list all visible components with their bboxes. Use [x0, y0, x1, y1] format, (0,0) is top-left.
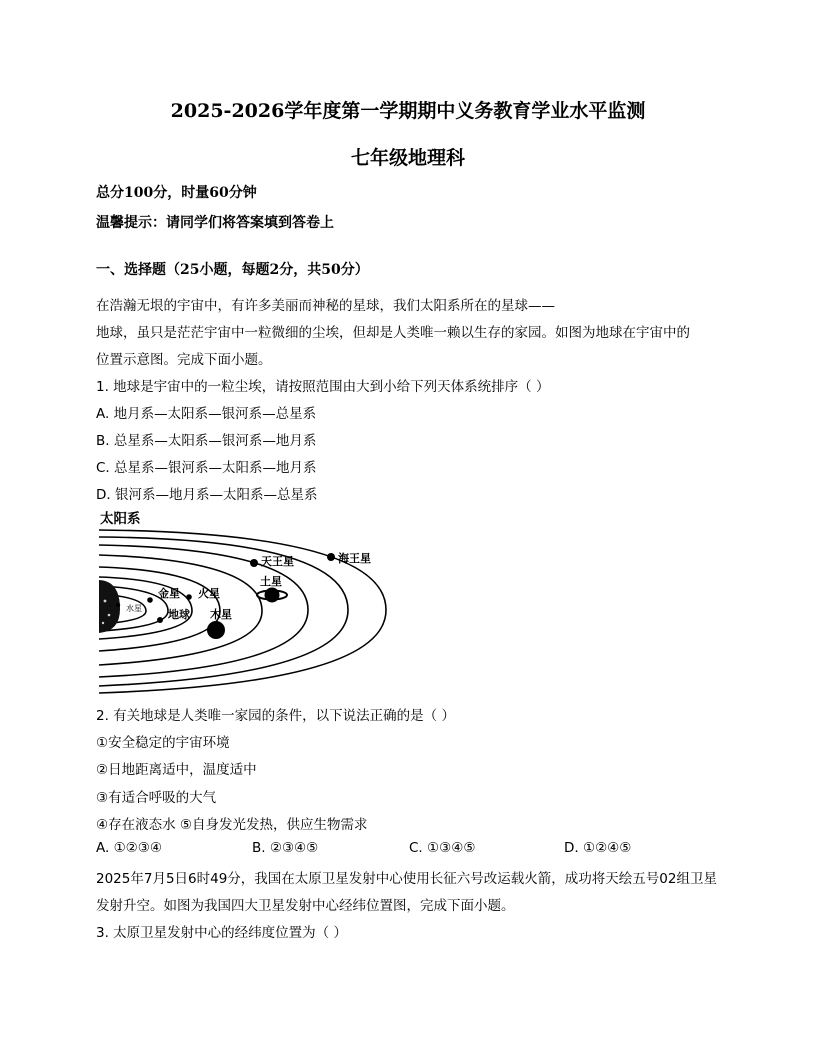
label-venus: 金星	[158, 587, 180, 600]
question-2-item-2: ②日地距离适中，温度适中	[96, 762, 257, 778]
passage-1-line-3: 位置示意图。完成下面小题。	[96, 352, 272, 368]
label-saturn: 土星	[260, 575, 282, 588]
exam-title: 2025-2026学年度第一学期期中义务教育学业水平监测	[170, 100, 646, 122]
passage-1-line-2: 地球，虽只是茫茫宇宙中一粒微细的尘埃，但却是人类唯一赖以生存的家园。如图为地球在宇宙中的	[96, 325, 690, 341]
label-neptune: 海王星	[338, 552, 371, 565]
passage-1-line-1: 在浩瀚无垠的宇宙中，有许多美丽而神秘的星球，我们太阳系所在的星球——	[96, 298, 555, 314]
passage-2-line-1: 2025年7月5日6时49分，我国在太原卫星发射中心使用长征六号改运载火箭，成功将天绘五号02组卫星	[96, 871, 717, 887]
label-mars: 火星	[198, 587, 220, 600]
question-3-stem: 3. 太原卫星发射中心的经纬度位置为（ ）	[96, 925, 347, 941]
question-2-option-d: D. ①②④⑤	[564, 840, 632, 856]
exam-subtitle: 七年级地理科	[350, 147, 465, 169]
saturn-shape	[257, 588, 287, 603]
solar-system-figure	[96, 505, 396, 697]
jupiter-dot	[207, 621, 225, 639]
question-1-option-a: A. 地月系—太阳系—银河系—总星系	[96, 406, 317, 422]
question-2-option-b: B. ②③④⑤	[252, 840, 319, 856]
question-2-item-3: ③有适合呼吸的大气	[96, 790, 217, 806]
question-2-option-c: C. ①③④⑤	[409, 840, 476, 856]
label-earth: 地球	[168, 608, 190, 621]
mars-dot	[186, 594, 192, 600]
tip-text: 温馨提示：请同学们将答案填到答卷上	[96, 215, 334, 231]
question-2-item-4: ④存在液态水 ⑤自身发光发热，供应生物需求	[96, 817, 368, 833]
venus-dot	[147, 597, 153, 603]
question-1-option-c: C. 总星系—银河系—太阳系—地月系	[96, 460, 317, 476]
question-2-item-1: ①安全稳定的宇宙环境	[96, 735, 230, 751]
mercury-dot	[116, 603, 120, 607]
figure-title: 太阳系	[100, 511, 141, 527]
score-time: 总分100分，时量60分钟	[96, 185, 257, 201]
label-uranus: 天王星	[261, 555, 294, 568]
question-1-option-d: D. 银河系—地月系—太阳系—总星系	[96, 487, 318, 503]
earth-dot	[157, 617, 163, 623]
passage-2-line-2: 发射升空。如图为我国四大卫星发射中心经纬位置图，完成下面小题。	[96, 898, 515, 914]
question-1-stem: 1. 地球是宇宙中的一粒尘埃，请按照范围由大到小给下列天体系统排序（ ）	[96, 379, 550, 395]
question-1-option-b: B. 总星系—太阳系—银河系—地月系	[96, 433, 317, 449]
label-jupiter: 木星	[210, 608, 232, 621]
question-2-stem: 2. 有关地球是人类唯一家园的条件，以下说法正确的是（ ）	[96, 708, 455, 724]
neptune-dot	[327, 553, 335, 561]
label-mercury: 水星	[126, 604, 142, 613]
question-2-option-a: A. ①②③④	[96, 840, 162, 856]
section-heading: 一、选择题（25小题，每题2分，共50分）	[96, 262, 369, 278]
uranus-dot	[250, 559, 258, 567]
